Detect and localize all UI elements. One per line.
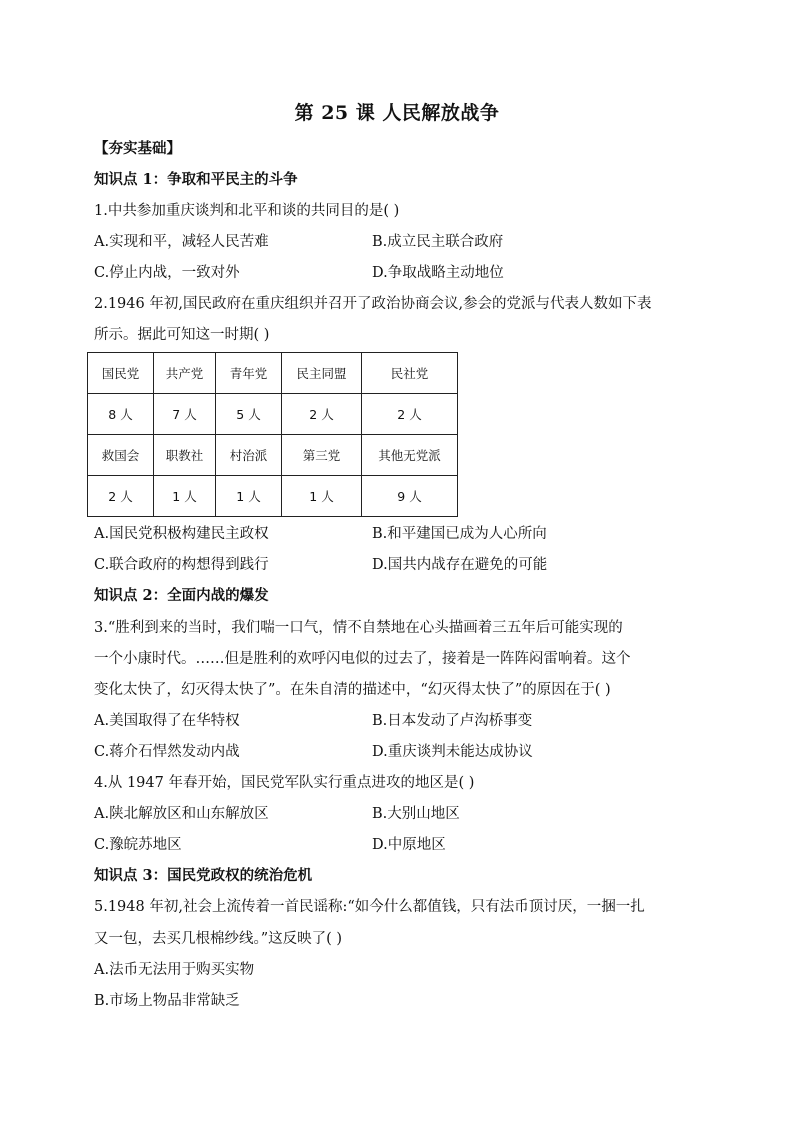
- table-cell: 9 人: [362, 476, 458, 517]
- table-cell: 共产党: [154, 353, 216, 394]
- table-cell: 国民党: [88, 353, 154, 394]
- question-5-option-b: B.市场上物品非常缺乏: [94, 993, 240, 1009]
- party-delegate-table: [87, 352, 458, 517]
- question-2-option-c: C.联合政府的构想得到践行: [94, 557, 269, 573]
- question-1-option-c: C.停止内战，一致对外: [94, 265, 240, 281]
- question-4-option-b: B.大别山地区: [372, 806, 460, 822]
- table-row: [88, 435, 458, 476]
- table-row: [88, 353, 458, 394]
- question-4-stem: 4.从 1947 年春开始，国民党军队实行重点进攻的地区是( ): [94, 775, 475, 791]
- table-cell: 民社党: [362, 353, 458, 394]
- question-1-option-a: A.实现和平，减轻人民苦难: [94, 234, 269, 250]
- table-cell: 2 人: [362, 394, 458, 435]
- question-2-option-a: A.国民党积极构建民主政权: [94, 526, 269, 542]
- question-4-option-c: C.豫皖苏地区: [94, 837, 182, 853]
- table-cell: 民主同盟: [282, 353, 362, 394]
- table-cell: 村治派: [216, 435, 282, 476]
- question-2-option-b: B.和平建国已成为人心所向: [372, 526, 547, 542]
- question-4-option-a: A.陕北解放区和山东解放区: [94, 806, 269, 822]
- table-row: [88, 476, 458, 517]
- question-5-option-a: A.法币无法用于购买实物: [94, 962, 255, 978]
- knowledge-point-3-heading: 知识点 3：国民党政权的统治危机: [94, 867, 313, 884]
- question-3-option-a: A.美国取得了在华特权: [94, 713, 240, 729]
- question-5-stem-line-1: 5.1948 年初,社会上流传着一首民谣称:“如今什么都值钱，只有法币顶讨厌，一捆一扎: [94, 899, 645, 915]
- question-1-option-b: B.成立民主联合政府: [372, 234, 504, 250]
- knowledge-point-1-heading: 知识点 1：争取和平民主的斗争: [94, 171, 298, 188]
- table-cell: 5 人: [216, 394, 282, 435]
- question-3-stem-line-2: 一个小康时代。……但是胜利的欢呼闪电似的过去了，接着是一阵阵闷雷响着。这个: [94, 651, 631, 667]
- table-cell: 第三党: [282, 435, 362, 476]
- question-3-stem-line-1: 3.“胜利到来的当时，我们喘一口气，情不自禁地在心头描画着三五年后可能实现的: [94, 620, 623, 636]
- knowledge-point-2-heading: 知识点 2：全面内战的爆发: [94, 587, 269, 604]
- table-cell: 救国会: [88, 435, 154, 476]
- table-cell: 2 人: [88, 476, 154, 517]
- table-cell: 8 人: [88, 394, 154, 435]
- table-cell: 7 人: [154, 394, 216, 435]
- question-3-stem-line-3: 变化太快了，幻灭得太快了”。在朱自清的描述中，“幻灭得太快了”的原因在于( ): [94, 682, 611, 698]
- section-heading: 【夯实基础】: [94, 140, 181, 157]
- question-2-stem-line-1: 2.1946 年初,国民政府在重庆组织并召开了政治协商会议,参会的党派与代表人数如下表: [94, 296, 652, 312]
- table-cell: 1 人: [216, 476, 282, 517]
- question-2-option-d: D.国共内战存在避免的可能: [372, 557, 548, 573]
- table-row: [88, 394, 458, 435]
- table-cell: 职教社: [154, 435, 216, 476]
- lesson-title: 第 25 课 人民解放战争: [294, 102, 500, 124]
- question-2-stem-line-2: 所示。据此可知这一时期( ): [94, 327, 270, 343]
- table-cell: 青年党: [216, 353, 282, 394]
- question-3-option-b: B.日本发动了卢沟桥事变: [372, 713, 533, 729]
- table-cell: 1 人: [154, 476, 216, 517]
- question-1-option-d: D.争取战略主动地位: [372, 265, 504, 281]
- table-cell: 其他无党派: [362, 435, 458, 476]
- question-1-stem: 1.中共参加重庆谈判和北平和谈的共同目的是( ): [94, 203, 400, 219]
- question-4-option-d: D.中原地区: [372, 837, 446, 853]
- question-3-option-c: C.蒋介石悍然发动内战: [94, 744, 240, 760]
- table-cell: 2 人: [282, 394, 362, 435]
- question-5-stem-line-2: 又一包，去买几根棉纱线。”这反映了( ): [94, 931, 343, 947]
- table-cell: 1 人: [282, 476, 362, 517]
- question-3-option-d: D.重庆谈判未能达成协议: [372, 744, 533, 760]
